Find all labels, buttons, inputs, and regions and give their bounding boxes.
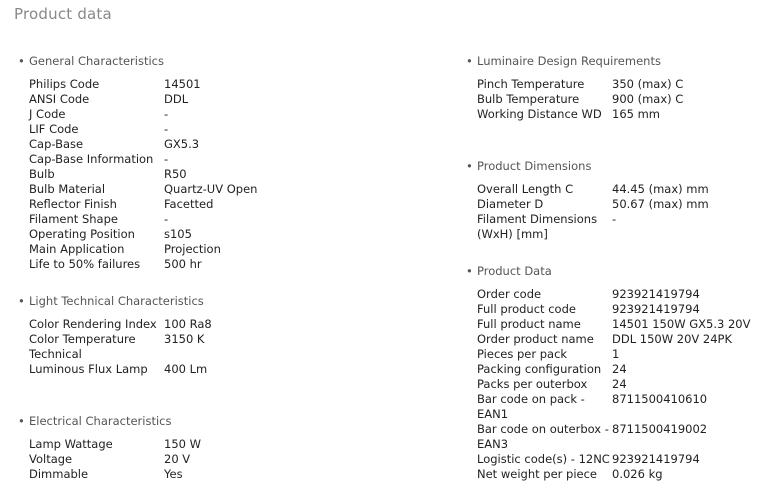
spec-label: Lamp Wattage — [29, 437, 113, 451]
spec-label: Filament Shape — [29, 212, 118, 226]
spec-value: - — [612, 212, 617, 226]
spec-row — [29, 152, 348, 167]
section-title: • Product Data — [466, 264, 552, 278]
spec-row — [29, 452, 348, 467]
section-title: • Light Technical Characteristics — [18, 294, 204, 308]
spec-label: Full product name — [477, 317, 581, 331]
spec-label: Reflector Finish — [29, 197, 117, 211]
section-product-data — [466, 264, 756, 482]
section-title: • Electrical Characteristics — [18, 414, 172, 428]
spec-label: Filament Dimensions (WxH) [mm] — [477, 212, 598, 241]
section-title: • Product Dimensions — [466, 159, 592, 173]
section-luminaire-design-requirements — [466, 54, 756, 122]
spec-value: GX5.3 — [164, 137, 200, 151]
spec-row — [477, 377, 756, 392]
spec-label: Dimmable — [29, 467, 89, 481]
spec-value: 20 V — [164, 452, 191, 466]
spec-value: 8711500419002 — [612, 422, 708, 436]
bullet-icon: • — [466, 264, 473, 278]
section-general-characteristics — [18, 54, 348, 272]
spec-row — [477, 362, 756, 377]
spec-value: 900 (max) C — [612, 92, 684, 106]
spec-label: Order code — [477, 287, 542, 301]
bullet-icon: • — [466, 159, 473, 173]
spec-row — [29, 122, 348, 137]
spec-label: Overall Length C — [477, 182, 574, 196]
spec-row — [477, 287, 756, 302]
spec-value: 24 — [612, 362, 627, 376]
spec-value: 14501 150W GX5.3 20V — [612, 317, 751, 331]
spec-label: Working Distance WD — [477, 107, 602, 121]
bullet-icon: • — [18, 54, 25, 68]
spec-value: 3150 K — [164, 332, 205, 346]
spec-label: Bulb — [29, 167, 55, 181]
section-product-dimensions — [466, 159, 756, 242]
spec-list — [477, 182, 756, 242]
spec-label: Color Temperature Technical — [29, 332, 136, 361]
spec-label: Pieces per pack — [477, 347, 568, 361]
spec-label: Logistic code(s) - 12NC — [477, 452, 610, 466]
spec-value: 150 W — [164, 437, 201, 451]
spec-row — [477, 467, 756, 482]
section-title: • Luminaire Design Requirements — [466, 54, 661, 68]
spec-value: 500 hr — [164, 257, 202, 271]
spec-value: 8711500410610 — [612, 392, 708, 406]
spec-row — [477, 317, 756, 332]
spec-row — [29, 107, 348, 122]
section-title: • General Characteristics — [18, 54, 164, 68]
spec-row — [477, 92, 756, 107]
spec-label: Philips Code — [29, 77, 100, 91]
spec-value: Yes — [164, 467, 183, 481]
spec-value: - — [164, 107, 169, 121]
spec-label: Life to 50% failures — [29, 257, 141, 271]
spec-label: Order product name — [477, 332, 594, 346]
spec-value: 923921419794 — [612, 452, 700, 466]
spec-value: Projection — [164, 242, 221, 256]
spec-value: R50 — [164, 167, 187, 181]
spec-value: 50.67 (max) mm — [612, 197, 709, 211]
spec-label: Bar code on outerbox - EAN3 — [477, 422, 609, 451]
spec-row — [29, 167, 348, 182]
spec-value: Facetted — [164, 197, 214, 211]
spec-label: Pinch Temperature — [477, 77, 585, 91]
spec-label: Main Application — [29, 242, 125, 256]
spec-label: Bulb Temperature — [477, 92, 580, 106]
spec-row — [477, 422, 756, 452]
spec-row — [29, 137, 348, 152]
spec-row — [29, 92, 348, 107]
spec-label: Color Rendering Index — [29, 317, 157, 331]
spec-label: Packing configuration — [477, 362, 602, 376]
spec-value: 350 (max) C — [612, 77, 684, 91]
spec-value: - — [164, 122, 169, 136]
spec-label: Luminous Flux Lamp — [29, 362, 148, 376]
spec-value: 400 Lm — [164, 362, 208, 376]
section-electrical-characteristics — [18, 414, 348, 482]
spec-row — [29, 242, 348, 257]
spec-row — [29, 212, 348, 227]
spec-row — [477, 347, 756, 362]
spec-value: 24 — [612, 377, 627, 391]
spec-row — [29, 332, 348, 362]
spec-row — [29, 467, 348, 482]
spec-value: 165 mm — [612, 107, 661, 121]
spec-label: Bulb Material — [29, 182, 106, 196]
bullet-icon: • — [466, 54, 473, 68]
spec-label: Cap-Base Information — [29, 152, 154, 166]
spec-row — [29, 197, 348, 212]
spec-list — [477, 287, 756, 482]
spec-list — [29, 437, 348, 482]
spec-list — [29, 77, 348, 272]
spec-label: Net weight per piece — [477, 467, 597, 481]
spec-row — [477, 212, 756, 242]
spec-value: - — [164, 212, 169, 226]
spec-row — [29, 437, 348, 452]
spec-row — [29, 182, 348, 197]
bullet-icon: • — [18, 414, 25, 428]
spec-row — [29, 77, 348, 92]
spec-value: Quartz-UV Open — [164, 182, 258, 196]
spec-row — [29, 362, 348, 377]
spec-list — [477, 77, 756, 122]
spec-value: 100 Ra8 — [164, 317, 212, 331]
bullet-icon: • — [18, 294, 25, 308]
spec-row — [477, 77, 756, 92]
spec-value: 14501 — [164, 77, 201, 91]
spec-label: LIF Code — [29, 122, 79, 136]
spec-label: Full product code — [477, 302, 576, 316]
spec-label: ANSI Code — [29, 92, 90, 106]
spec-row — [477, 332, 756, 347]
spec-label: Voltage — [29, 452, 73, 466]
spec-value: DDL 150W 20V 24PK — [612, 332, 733, 346]
spec-row — [29, 227, 348, 242]
spec-list — [29, 317, 348, 377]
section-light-technical-characteristics — [18, 294, 348, 377]
spec-value: s105 — [164, 227, 192, 241]
spec-label: Packs per outerbox — [477, 377, 588, 391]
spec-label: Diameter D — [477, 197, 544, 211]
spec-row — [477, 452, 756, 467]
spec-row — [477, 197, 756, 212]
spec-value: 1 — [612, 347, 620, 361]
spec-row — [477, 302, 756, 317]
spec-value: 44.45 (max) mm — [612, 182, 709, 196]
spec-value: 0.026 kg — [612, 467, 663, 481]
spec-label: Cap-Base — [29, 137, 84, 151]
spec-value: 923921419794 — [612, 287, 700, 301]
spec-value: - — [164, 152, 169, 166]
spec-value: DDL — [164, 92, 189, 106]
page-title: Product data — [14, 5, 112, 23]
spec-value: 923921419794 — [612, 302, 700, 316]
spec-label: J Code — [29, 107, 66, 121]
spec-row — [477, 392, 756, 422]
spec-label: Operating Position — [29, 227, 135, 241]
spec-row — [477, 182, 756, 197]
spec-row — [29, 257, 348, 272]
spec-row — [29, 317, 348, 332]
spec-row — [477, 107, 756, 122]
spec-label: Bar code on pack - EAN1 — [477, 392, 585, 421]
